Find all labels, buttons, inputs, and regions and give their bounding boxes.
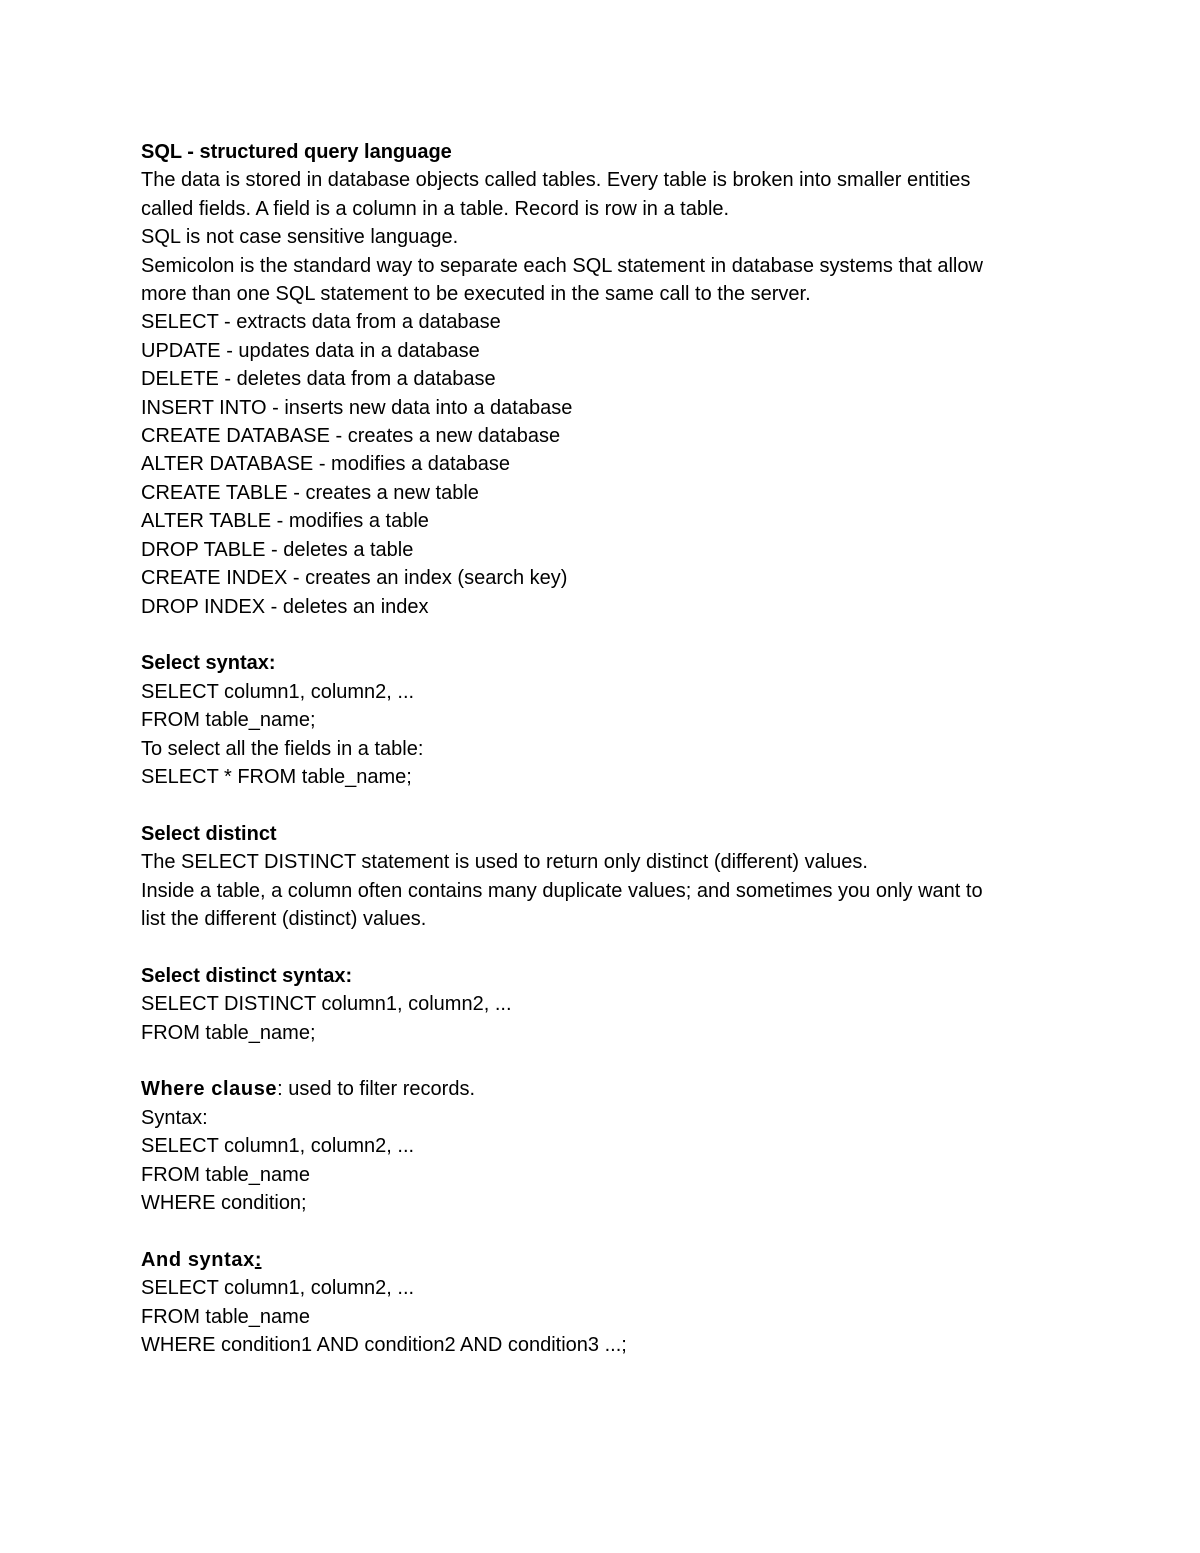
where-clause-heading-line xyxy=(141,1075,1081,1103)
document-page xyxy=(141,138,1081,1359)
command-line: DROP INDEX - deletes an index xyxy=(141,595,429,618)
command-line: CREATE DATABASE - creates a new database xyxy=(141,425,561,448)
intro-line: SQL is not case sensitive language. xyxy=(141,226,459,249)
intro-line: called fields. A field is a column in a table. Record is row in a table. xyxy=(141,197,730,220)
heading-sql: SQL - structured query language xyxy=(141,141,452,163)
select-distinct-line: The SELECT DISTINCT statement is used to return only distinct (different) values. xyxy=(141,851,868,874)
command-line: UPDATE - updates data in a database xyxy=(141,339,480,362)
select-distinct-line: Inside a table, a column often contains many duplicate values; and sometimes you only want to xyxy=(141,879,983,902)
where-clause-line: SELECT column1, column2, ... xyxy=(141,1135,415,1158)
and-syntax-line: FROM table_name xyxy=(141,1305,310,1328)
blank-line xyxy=(141,621,1081,649)
heading-and-syntax-colon: : xyxy=(254,1248,262,1271)
and-syntax-line: SELECT column1, column2, ... xyxy=(141,1277,415,1300)
and-syntax-heading-line xyxy=(141,1246,1081,1274)
select-syntax-line: SELECT column1, column2, ... xyxy=(141,680,415,703)
where-clause-line: FROM table_name xyxy=(141,1163,310,1186)
select-distinct-syntax-line: FROM table_name; xyxy=(141,1021,316,1044)
where-clause-description: : used to filter records. xyxy=(277,1078,476,1101)
command-line: DROP TABLE - deletes a table xyxy=(141,538,414,561)
where-clause-line: WHERE condition; xyxy=(141,1191,307,1214)
select-syntax-line: To select all the fields in a table: xyxy=(141,737,424,760)
where-clause-line: Syntax: xyxy=(141,1106,208,1129)
command-line: ALTER TABLE - modifies a table xyxy=(141,510,429,533)
command-line: CREATE INDEX - creates an index (search key) xyxy=(141,567,568,590)
select-distinct-line: list the different (distinct) values. xyxy=(141,907,427,930)
heading-and-syntax: And syntax xyxy=(141,1248,255,1271)
blank-line xyxy=(141,1217,1081,1245)
heading-select-distinct: Select distinct xyxy=(141,822,277,845)
intro-line: The data is stored in database objects called tables. Every table is broken into smaller entities xyxy=(141,169,971,192)
intro-line: Semicolon is the standard way to separate each SQL statement in database systems that allow xyxy=(141,254,983,277)
intro-line: more than one SQL statement to be executed in the same call to the server. xyxy=(141,283,811,306)
heading-select-syntax: Select syntax: xyxy=(141,652,276,675)
select-distinct-syntax-line: SELECT DISTINCT column1, column2, ... xyxy=(141,993,512,1016)
blank-line xyxy=(141,791,1081,819)
blank-line xyxy=(141,933,1081,961)
select-syntax-line: SELECT * FROM table_name; xyxy=(141,765,412,788)
heading-where-clause: Where clause xyxy=(141,1078,278,1101)
command-line: DELETE - deletes data from a database xyxy=(141,368,496,391)
command-line: ALTER DATABASE - modifies a database xyxy=(141,453,511,476)
blank-line xyxy=(141,1047,1081,1075)
select-syntax-line: FROM table_name; xyxy=(141,709,316,732)
heading-select-distinct-syntax: Select distinct syntax: xyxy=(141,964,353,987)
command-line: SELECT - extracts data from a database xyxy=(141,311,501,334)
command-line: CREATE TABLE - creates a new table xyxy=(141,481,479,504)
and-syntax-line: WHERE condition1 AND condition2 AND condition3 ...; xyxy=(141,1333,627,1356)
command-line: INSERT INTO - inserts new data into a database xyxy=(141,396,573,419)
